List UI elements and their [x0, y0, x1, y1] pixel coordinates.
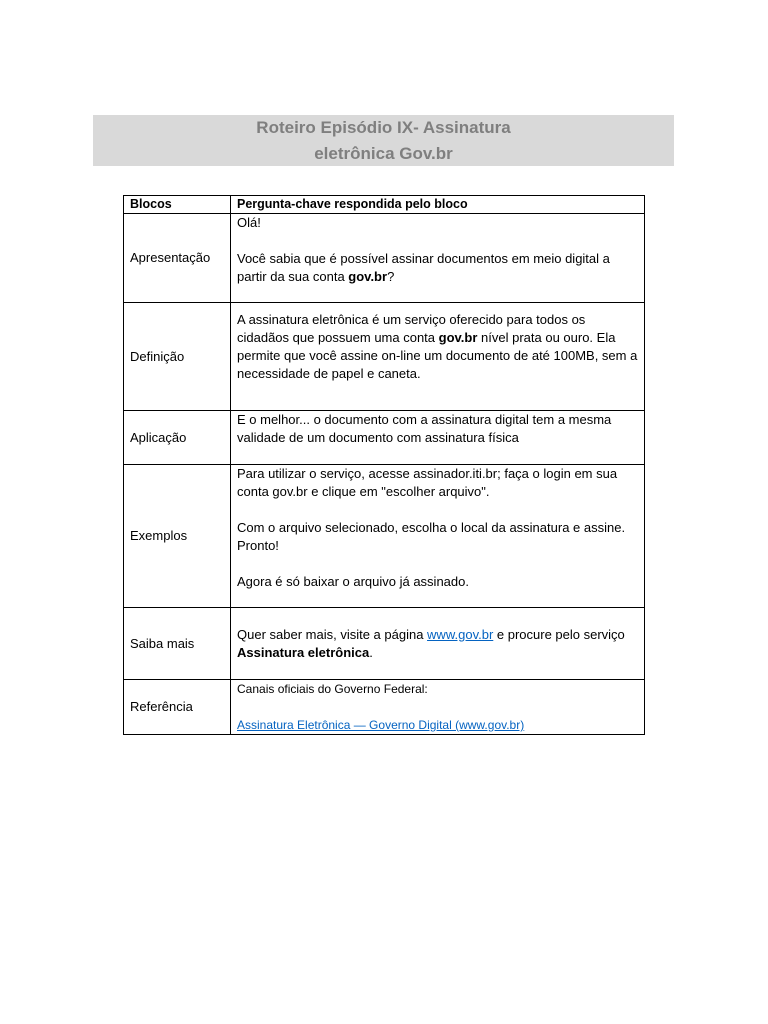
bold-text: gov.br — [438, 330, 478, 345]
bloco-label: Referência — [124, 680, 231, 735]
document-title-line-2: eletrônica Gov.br — [314, 144, 453, 163]
bloco-content — [231, 303, 645, 411]
text-segment: nível prata ou ouro. Ela permite que você assine on-line um documento de até 100MB, sem a necessidade de papel e caneta. — [237, 330, 638, 381]
bloco-label: Saiba mais — [124, 608, 231, 680]
text-segment: e procure pelo serviço — [493, 626, 625, 642]
header-pergunta-chave: Pergunta-chave respondida pelo bloco — [231, 196, 645, 214]
greeting-text: Olá! — [237, 215, 261, 230]
paragraph — [237, 250, 638, 286]
roteiro-table — [123, 195, 645, 735]
paragraph: E o melhor... o documento com a assinatura digital tem a mesma validade de um documento com assinatura física — [237, 412, 612, 445]
assinatura-eletronica-link[interactable]: Assinatura Eletrônica — Governo Digital (www.gov.br) — [237, 718, 525, 732]
text-segment: Quer saber mais, visite a página — [237, 626, 428, 642]
table-row-definicao — [124, 303, 645, 411]
bold-text: gov.br — [348, 269, 388, 284]
gov-br-link[interactable]: www.gov.br — [427, 626, 494, 642]
table-row-aplicacao — [124, 411, 645, 465]
bloco-label: Exemplos — [124, 465, 231, 608]
paragraph — [237, 311, 638, 383]
table-row-apresentacao — [124, 214, 645, 303]
text-segment: . — [369, 644, 373, 660]
header-blocos: Blocos — [124, 196, 231, 214]
table-row-referencia — [124, 680, 645, 735]
table-row-exemplos — [124, 465, 645, 608]
paragraph: Agora é só baixar o arquivo já assinado. — [237, 574, 469, 589]
bloco-content — [231, 608, 645, 680]
table-row-saiba-mais — [124, 608, 645, 680]
paragraph: Com o arquivo selecionado, escolha o local da assinatura e assine. Pronto! — [237, 520, 626, 553]
paragraph: Para utilizar o serviço, acesse assinador.iti.br; faça o login em sua conta gov.br e clique em "escolher arquivo". — [237, 466, 618, 499]
document-title-band — [93, 115, 674, 166]
bloco-content — [231, 214, 645, 303]
bloco-label: Definição — [124, 303, 231, 411]
paragraph — [237, 626, 638, 662]
text-segment: Você sabia que é possível assinar documentos em meio digital a partir da sua conta — [237, 251, 610, 284]
text-segment: ? — [387, 269, 395, 284]
bloco-content — [231, 680, 645, 735]
bloco-content — [231, 465, 645, 608]
bloco-label: Apresentação — [124, 214, 231, 303]
bloco-content — [231, 411, 645, 465]
text-segment: A assinatura eletrônica é um serviço oferecido para todos os cidadãos que possuem uma conta — [237, 312, 586, 345]
bold-text: Assinatura eletrônica — [237, 644, 370, 660]
table-header-row — [124, 196, 645, 214]
document-title-line-1: Roteiro Episódio IX- Assinatura — [256, 118, 511, 137]
paragraph: Canais oficiais do Governo Federal: — [237, 682, 428, 696]
bloco-label: Aplicação — [124, 411, 231, 465]
